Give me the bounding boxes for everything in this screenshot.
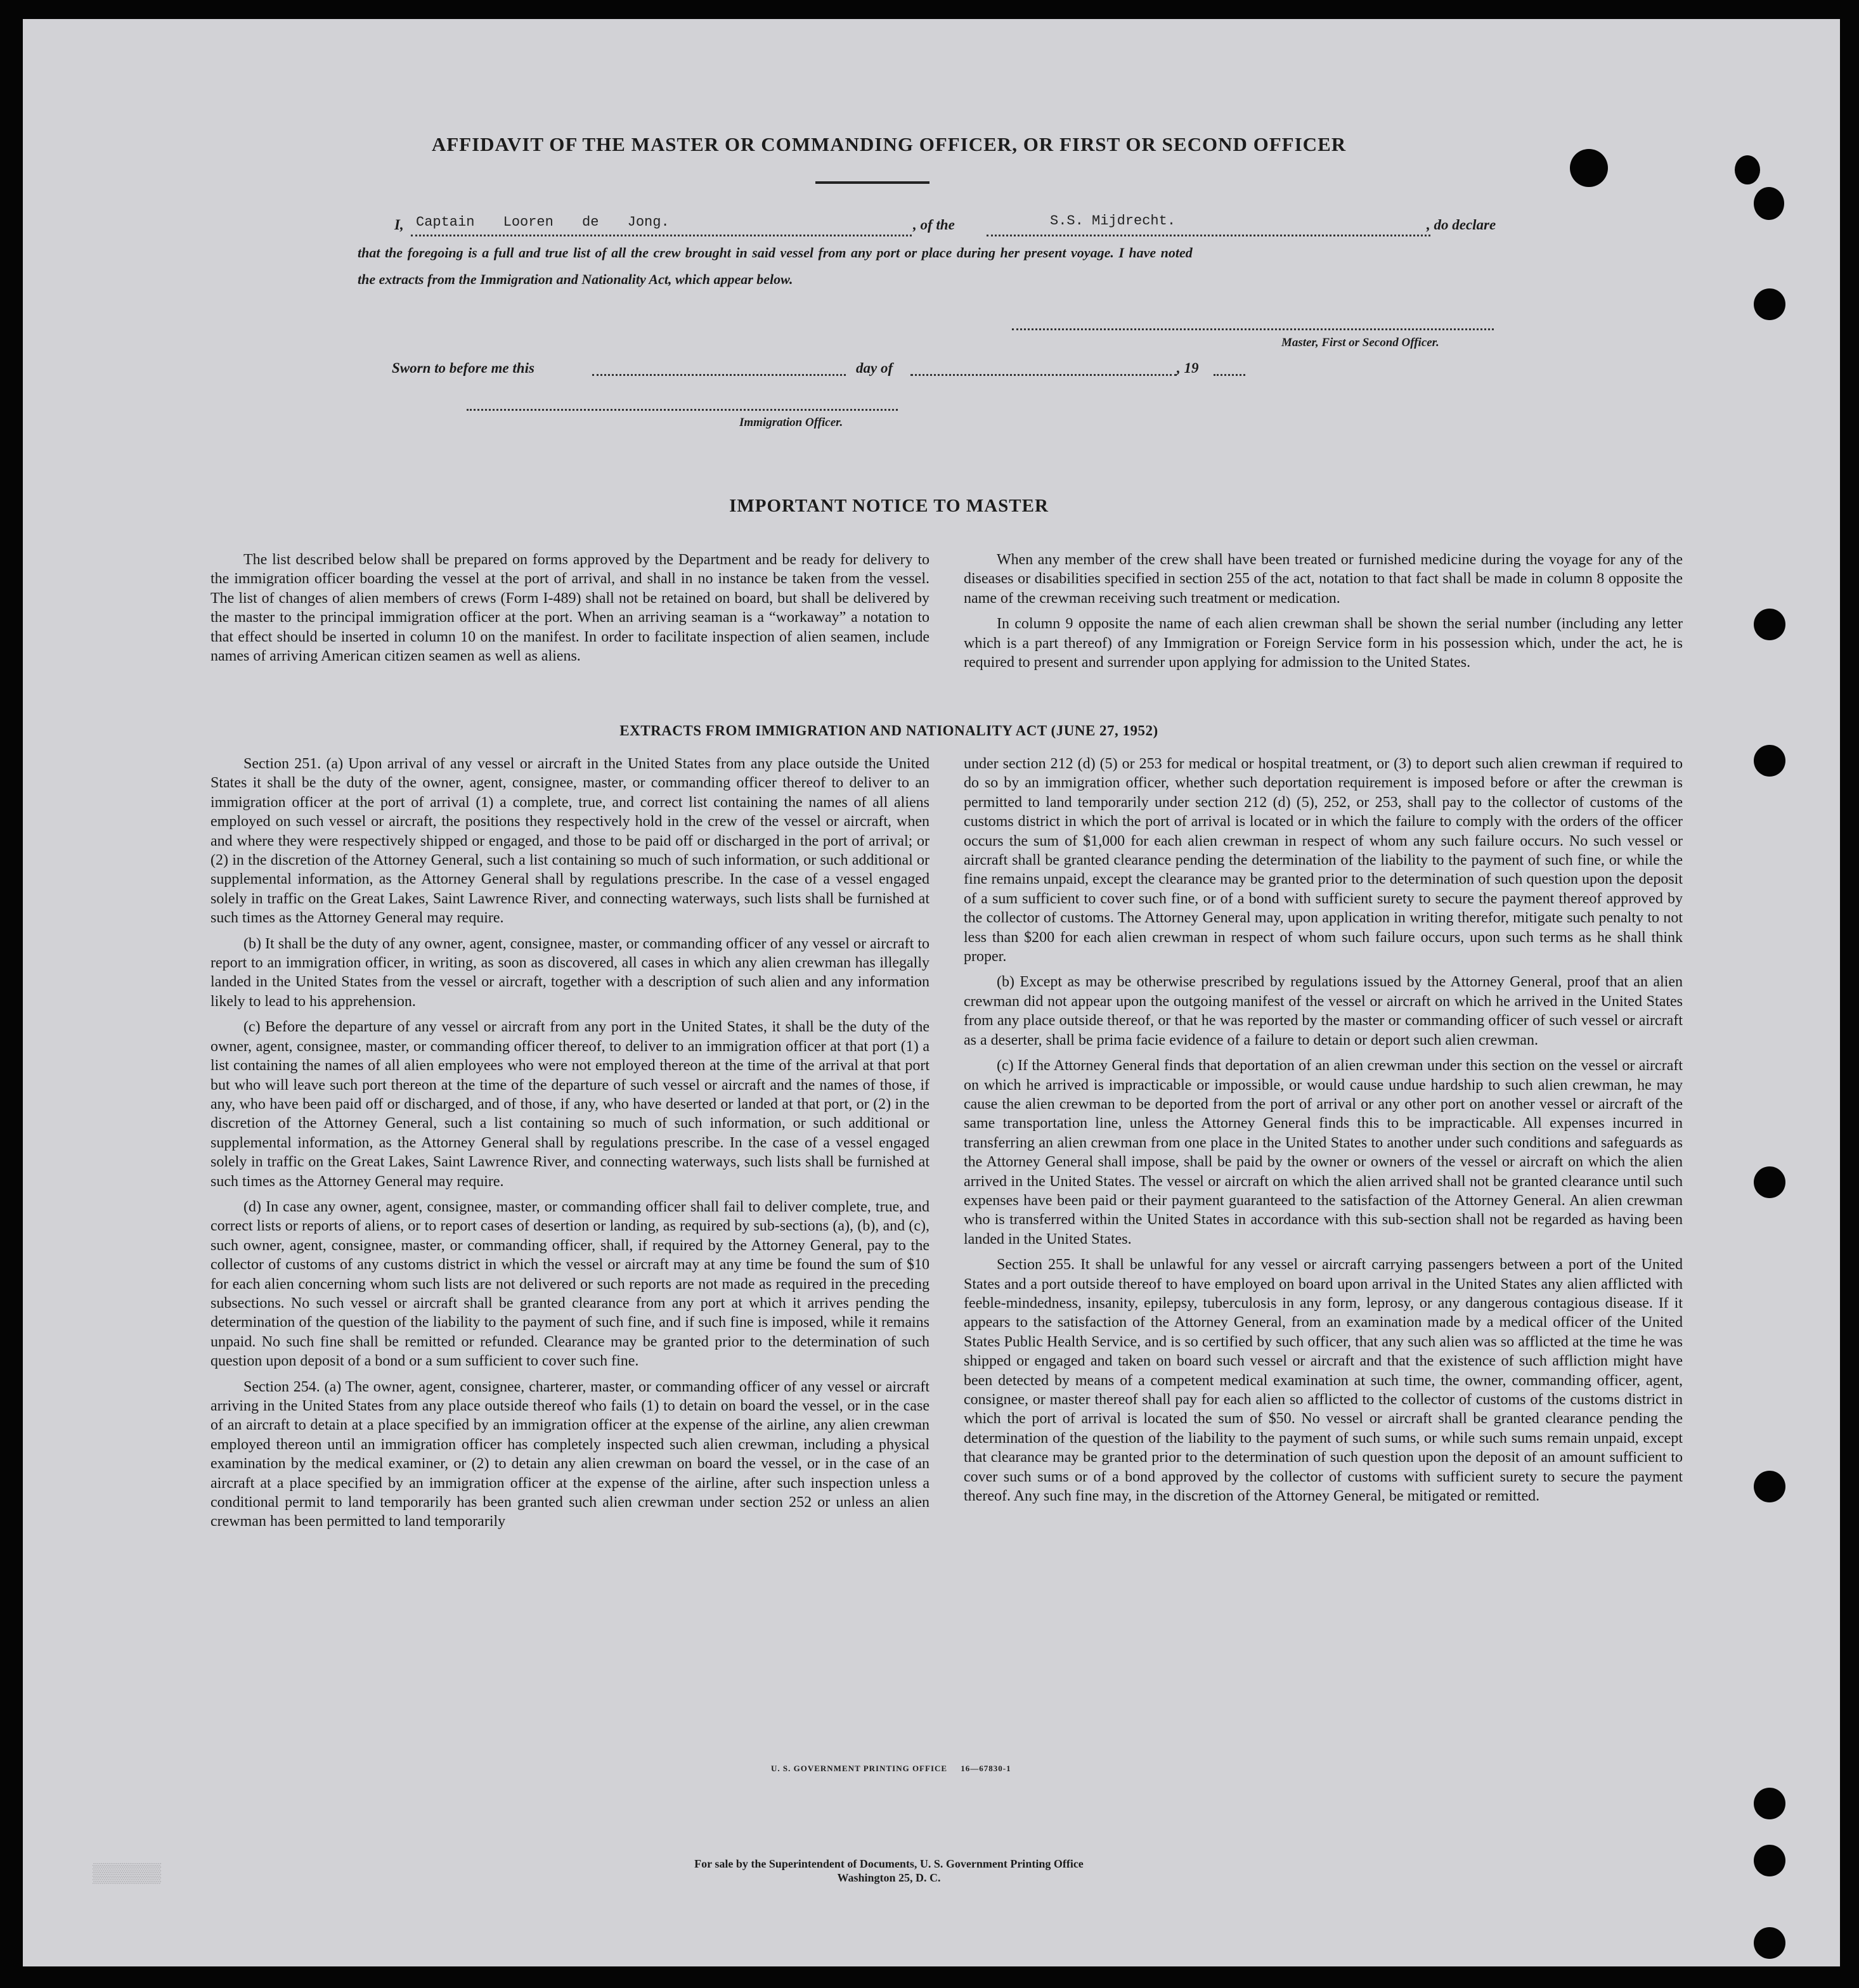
officer-signature-line: [467, 409, 898, 411]
i-label: I,: [394, 217, 404, 233]
extracts-left-column: [211, 754, 930, 1538]
sworn-month-line: [910, 374, 1177, 376]
master-name-line: [411, 235, 912, 236]
section-paragraph: (c) Before the departure of any vessel or aircraft from any port in the United States, it shall be the duty of the owner, agent, consignee, master, or commanding officer thereof, to deliver to an immigration officer at that port (1) a list containing the names of all alien employees who were not employed thereon at the time of the arrival at that port but who will leave such port thereon at the time of the departure of such vessel or aircraft and the names of those, if any, who have been paid off or discharged, and of those, if any, who have deserted or landed at that port, or (2) in the discretion of the Attorney General, such a list containing so much of such information, or such additional or supplemental information, as the Attorney General shall by regulations prescribe. In the case of a vessel engaged solely in traffic on the Great Lakes, Saint Lawrence River, and connecting waterways, such lists shall be furnished at such times as the Attorney General may require.: [211, 1019, 930, 1190]
sale-line-2: Washington 25, D. C.: [837, 1871, 941, 1884]
notice-paragraph: The list described below shall be prepared on forms approved by the Department and be ready for delivery to the immigration officer boarding the vessel at the port of arrival, and shall in no instance be taken from the vessel. The list of changes of alien members of crews (Form I-489) shall not be retained on board, but shall be delivered by the master to the principal immigration officer at the port. When an arriving seaman is a “workaway” a notation to that effect should be inserted in column 10 on the manifest. In order to facilitate inspection of alien seamen, include names of arriving American citizen seamen as well as aliens.: [211, 552, 930, 665]
signature-caption: Master, First or Second Officer.: [1281, 336, 1439, 349]
extracts-right-column: [964, 754, 1683, 1512]
officer-caption: Immigration Officer.: [739, 416, 843, 429]
binding-hole-icon: [1754, 1845, 1785, 1876]
sworn-label: Sworn to before me this: [392, 360, 534, 376]
printing-office-line: U. S. GOVERNMENT PRINTING OFFICE 16—67830-1: [771, 1764, 1011, 1773]
signature-line: [1012, 328, 1494, 330]
sale-line-1: For sale by the Superintendent of Documents, U. S. Government Printing Office: [694, 1857, 1084, 1870]
binding-hole-icon: [1754, 1166, 1785, 1198]
extracts-title: EXTRACTS FROM IMMIGRATION AND NATIONALITY ACT (JUNE 27, 1952): [619, 723, 1158, 739]
section-paragraph: (b) It shall be the duty of any owner, agent, consignee, master, or commanding officer of any vessel or aircraft to report to an immigration officer, in writing, as soon as discovered, all cases in which any alien crewman has illegally landed in the United States from the vessel or aircraft, together with a description of such alien and any information likely to lead to his apprehension.: [211, 935, 930, 1010]
document-page: [23, 19, 1840, 1966]
statement-line-2: the extracts from the Immigration and Nationality Act, which appear below.: [358, 271, 793, 287]
section-paragraph: (d) In case any owner, agent, consignee, master, or commanding officer shall fail to deliver complete, true, and correct lists or reports of aliens, or to report cases of desertion or landing, as required by sub-sections (a), (b), and (c), such owner, agent, consignee, master, or commanding officer, shall, if required by the Attorney General, pay to the collector of customs of any customs district in which the vessel or aircraft may at any time be found the sum of $10 for each alien concerning whom such lists are not delivered or such reports are not made as required in the preceding subsections. No such vessel or aircraft shall be granted clearance from any port at which it arrives pending the determination of the question of the liability to the payment of such fine, and if such fine is imposed, while it remains unpaid. No such fine shall be remitted or refunded. Clearance may be granted prior to the determination of such question upon deposit of a bond or a sum sufficient to cover such fine.: [211, 1198, 930, 1370]
vessel-name-value[interactable]: S.S. Mijdrecht.: [1050, 213, 1176, 229]
affidavit-title: AFFIDAVIT OF THE MASTER OR COMMANDING OFFICER, OR FIRST OR SECOND OFFICER: [431, 133, 1347, 155]
section-paragraph: Section 251. (a) Upon arrival of any vessel or aircraft in the United States from any place outside the United States it shall be the duty of the owner, agent, consignee, master, or commanding officer thereof to deliver to an immigration officer at the port of arrival (1) a complete, true, and correct list containing the names of all aliens employed on such vessel or aircraft, the positions they respectively hold in the crew of the vessel or aircraft, when and where they were respectively shipped or engaged, and those to be paid off or discharged in the port of arrival; or (2) in the discretion of the Attorney General, such a list containing so much of such information, or such additional or supplemental information, as the Attorney General shall by regulations prescribe. In the case of a vessel engaged solely in traffic on the Great Lakes, Saint Lawrence River, and connecting waterways, such lists shall be furnished at such times as the Attorney General may require.: [211, 756, 930, 927]
binding-hole-icon: [1754, 187, 1784, 220]
vessel-name-line: [987, 235, 1430, 236]
title-underline: [815, 181, 930, 184]
notice-left-column: [211, 550, 930, 672]
section-paragraph: under section 212 (d) (5) or 253 for medical or hospital treatment, or (3) to deport such alien crewman if required to do so by an immigration officer, whether such deportation requirement is imposed before or after the crewman is permitted to land temporarily under section 212 (d) (5), 252, or 253, shall pay to the collector of customs of the customs district in which the port of arrival is located or in which the failure to comply with the orders of the officer occurs the sum of $1,000 for each alien crewman in respect of whom any such failure occurs. No such vessel or aircraft shall be granted clearance pending the determination of the liability to the payment of such fine, or while the fine remains unpaid, except the clearance may be granted prior to the determination of such question upon the deposit of a sum sufficient to cover such fine, or of a bond with sufficient surety to secure the payment thereof approved by the collector of customs. The Attorney General may, upon application in writing therefor, mitigate such penalty to not less than $200 for each alien crewman in respect of whom such failure occurs, upon such terms as he shall think proper.: [964, 756, 1683, 965]
sworn-day-line: [592, 374, 846, 376]
binding-hole-icon: [1754, 1471, 1785, 1502]
of-the-label: , of the: [913, 217, 955, 233]
declare-label: , do declare: [1427, 217, 1496, 233]
statement-line-1: that the foregoing is a full and true list of all the crew brought in said vessel from any port or place during her present voyage. I have noted: [358, 245, 1193, 261]
section-paragraph: (b) Except as may be otherwise prescribed by regulations issued by the Attorney General, proof that an alien crewman did not appear upon the outgoing manifest of the vessel or aircraft on which he arrived in the United States from any place outside thereof, or that he was reported by the master or commanding officer of such vessel or aircraft as a deserter, shall be prima facie evidence of a failure to detain or deport such alien crewman.: [964, 974, 1683, 1049]
binding-hole-icon: [1754, 1788, 1785, 1819]
faded-stamp: ▒▒▒▒▒▒: [93, 1864, 162, 1885]
notice-title: IMPORTANT NOTICE TO MASTER: [729, 496, 1049, 516]
binding-hole-icon: [1754, 1927, 1785, 1959]
binding-hole-icon: [1754, 609, 1785, 640]
section-paragraph: Section 254. (a) The owner, agent, consignee, charterer, master, or commanding officer of any vessel or aircraft arriving in the United States from any place outside thereof who fails (1) to detain on board the vessel, or in the case of an aircraft to detain at a place specified by an immigration officer at the expense of the airline, any alien crewman employed thereon until an immigration officer has completely inspected such alien crewman, including a physical examination by the medical examiner, or (2) to detain any alien crewman on board the vessel, or in the case of an aircraft at a place specified by an immigration officer at the expense of the airline, after such inspection unless a conditional permit to land temporarily has been granted such alien crewman under section 252 or unless an alien crewman has been permitted to land temporarily: [211, 1378, 930, 1530]
section-paragraph: Section 255. It shall be unlawful for any vessel or aircraft carrying passengers between a port of the United States and a port outside thereof to have employed on board upon arrival in the United States any alien afflicted with feeble-mindedness, insanity, epilepsy, tuberculosis in any form, leprosy, or any dangerous contagious disease. If it appears to the satisfaction of the Attorney General, from an examination made by a medical officer of the United States Public Health Service, and is so certified by such officer, that any such alien was so afflicted at the time he was shipped or engaged and taken on board such vessel or aircraft and that the existence of such affliction might have been detected by means of a competent medical examination at such time, the owner, commanding officer, agent, consignee, or master thereof shall pay for each alien so afflicted to the collector of customs of the customs district in which the port of arrival is located the sum of $50. No vessel or aircraft shall be granted clearance pending the determination of the question of the liability to the payment of such sums, or while such sums remain unpaid, except that clearance may be granted prior to the determination of such question upon the deposit of an amount sufficient to cover such sums or of a bond approved by the collector of customs with sufficient surety to secure the payment thereof. Any such fine may, in the discretion of the Attorney General, be mitigated or remitted.: [964, 1256, 1683, 1505]
year-label: , 19: [1177, 360, 1199, 376]
day-of-label: day of: [856, 360, 893, 376]
sworn-year-line: [1214, 374, 1245, 376]
notice-paragraph: In column 9 opposite the name of each alien crewman shall be shown the serial number (including any letter which is a part thereof) of any Immigration or Foreign Service form in his possession which, under the act, he is required to present and surrender upon applying for admission to the United States.: [964, 616, 1683, 671]
notice-paragraph: When any member of the crew shall have been treated or furnished medicine during the voyage for any of the diseases or disabilities specified in section 255 of the act, notation to that fact shall be made in column 8 opposite the name of the crewman receiving such treatment or medication.: [964, 552, 1683, 607]
master-name-value[interactable]: Captain Looren de Jong.: [416, 214, 670, 230]
binding-hole-icon: [1754, 288, 1785, 320]
binding-hole-icon: [1754, 745, 1785, 777]
notice-right-column: [964, 550, 1683, 678]
binding-hole-icon: [1735, 155, 1760, 184]
section-paragraph: (c) If the Attorney General finds that deportation of an alien crewman under this section on the vessel or aircraft on which he arrived is impracticable or impossible, or would cause undue hardship to such alien crewman, he may cause the alien crewman to be deported from the port of arrival or any other port on another vessel or aircraft of the same transportation line, unless the Attorney General finds this to be impracticable. All expenses incurred in transferring an alien crewman from one place in the United States to another under such conditions and safeguards as the Attorney General shall impose, shall be paid by the owner or owners of the vessel or aircraft on which the alien arrived in the United States. The vessel or aircraft on which the alien arrived shall not be granted clearance until such expenses have been paid or their payment guaranteed to the satisfaction of the Attorney General. An alien crewman who is transferred within the United States in accordance with this sub-section shall not be regarded as having been landed in the United States.: [964, 1057, 1683, 1248]
